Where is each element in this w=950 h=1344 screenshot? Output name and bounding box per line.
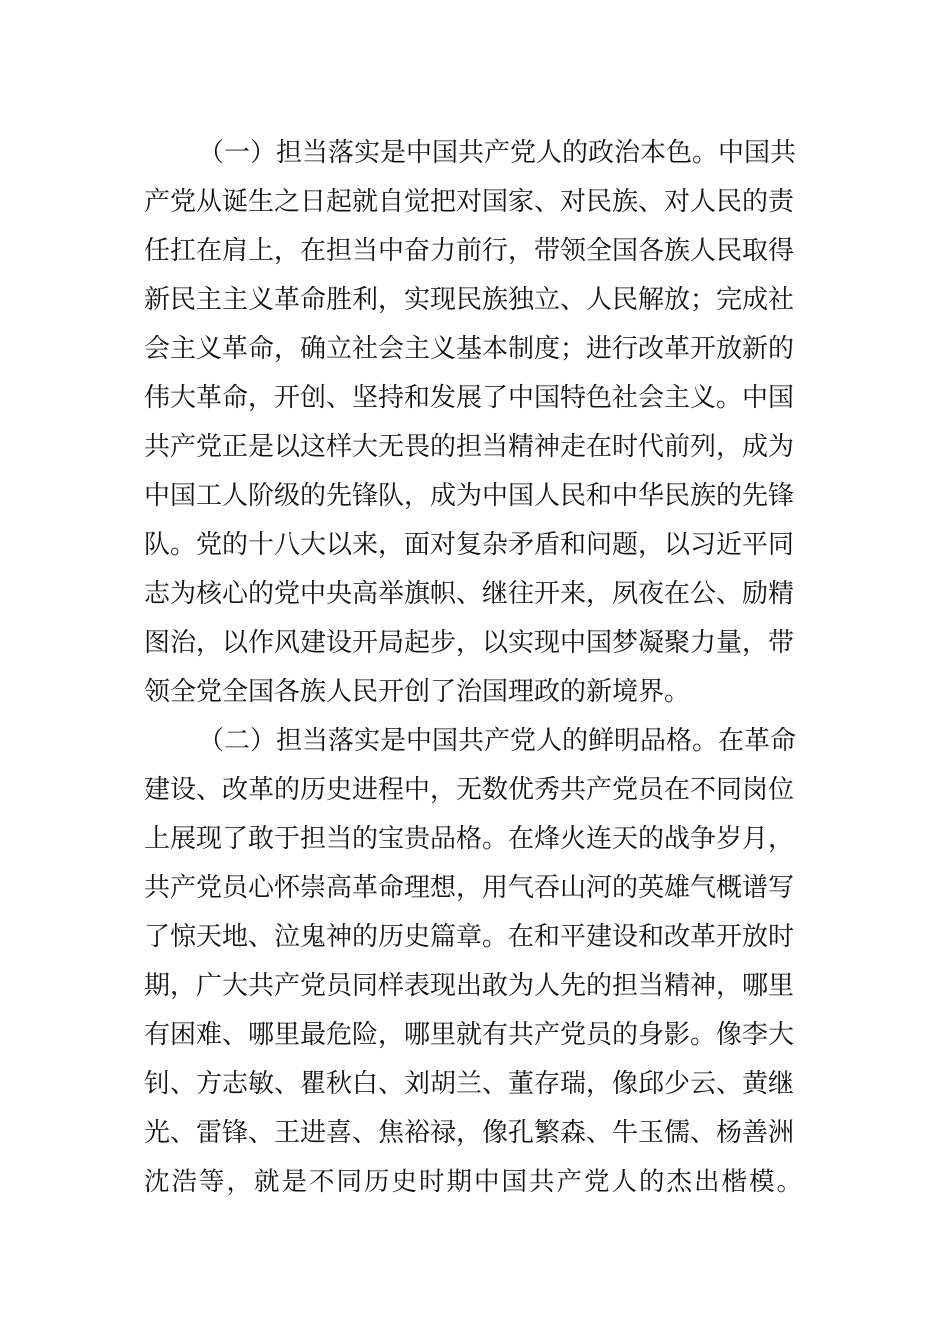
paragraph-1-line-2: 产党从诞生之日起就自觉把对国家、对民族、对人民的责 [144,187,795,217]
paragraph-2-line-9: 光、雷锋、王进喜、焦裕禄，像孔繁森、牛玉儒、杨善洲 [144,1118,795,1148]
paragraph-1-line-7: 共产党正是以这样大无畏的担当精神走在时代前列，成为 [144,432,795,462]
paragraph-2-line-3: 上展现了敢于担当的宝贵品格。在烽火连天的战争岁月， [144,824,795,854]
paragraph-1-line-1: （一）担当落实是中国共产党人的政治本色。中国共 [198,138,797,168]
paragraph-2-line-7: 有困难、哪里最危险，哪里就有共产党员的身影。像李大 [144,1020,795,1050]
paragraph-2-line-5: 了惊天地、泣鬼神的历史篇章。在和平建设和改革开放时 [144,922,795,952]
paragraph-1-line-4: 新民主主义革命胜利，实现民族独立、人民解放；完成社 [144,285,795,315]
paragraph-1-line-6: 伟大革命，开创、坚持和发展了中国特色社会主义。中国 [144,383,795,413]
paragraph-1-line-3: 任扛在肩上，在担当中奋力前行，带领全国各族人民取得 [144,236,795,266]
paragraph-1-line-5: 会主义革命，确立社会主义基本制度；进行改革开放新的 [144,334,795,364]
paragraph-2-line-6: 期，广大共产党员同样表现出敢为人先的担当精神，哪里 [144,971,795,1001]
paragraph-1-line-9: 队。党的十八大以来，面对复杂矛盾和问题，以习近平同 [144,530,795,560]
paragraph-2-line-8: 钊、方志敏、瞿秋白、刘胡兰、董存瑞，像邱少云、黄继 [144,1069,795,1099]
paragraph-2-line-2: 建设、改革的历史进程中，无数优秀共产党员在不同岗位 [144,775,795,805]
paragraph-2-line-1: （二）担当落实是中国共产党人的鲜明品格。在革命 [198,726,797,756]
paragraph-1-line-12: 领全党全国各族人民开创了治国理政的新境界。 [144,677,691,707]
paragraph-1-line-8: 中国工人阶级的先锋队，成为中国人民和中华民族的先锋 [144,481,795,511]
paragraph-2-line-4: 共产党员心怀崇高革命理想，用气吞山河的英雄气概谱写 [144,873,795,903]
paragraph-1-line-11: 图治，以作风建设开局起步，以实现中国梦凝聚力量，带 [144,628,795,658]
paragraph-1-line-10: 志为核心的党中央高举旗帜、继往开来，夙夜在公、励精 [144,579,795,609]
paragraph-2-line-10: 沈浩等，就是不同历史时期中国共产党人的杰出楷模。 [144,1167,805,1197]
